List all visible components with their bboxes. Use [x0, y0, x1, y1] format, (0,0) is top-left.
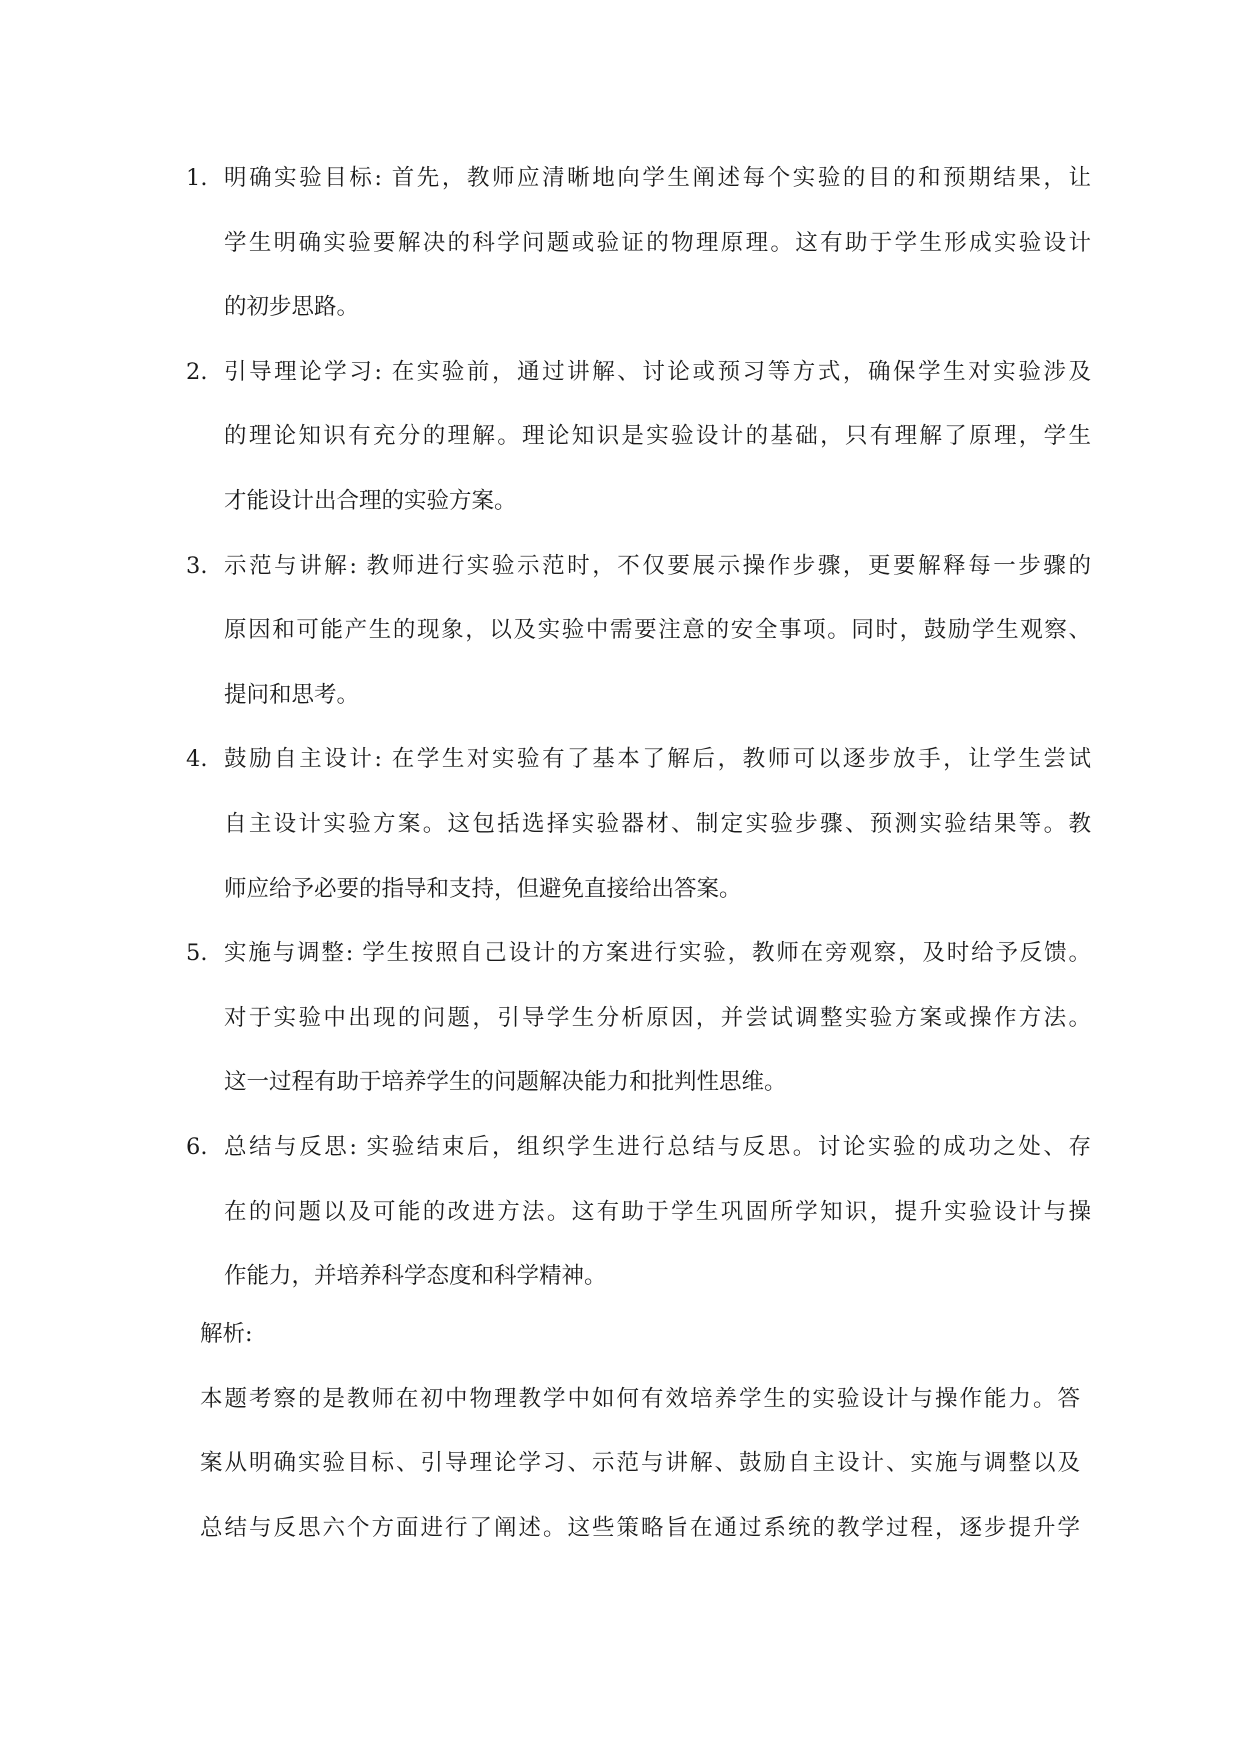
list-item-number: 2. [186, 358, 208, 385]
list-item-line: 原因和可能产生的现象，以及实验中需要注意的安全事项。同时，鼓励学生观察、 [224, 617, 1091, 644]
list-item-number: 1. [186, 165, 208, 191]
list-item-line: 学生明确实验要解决的科学问题或验证的物理原理。这有助于学生形成实验设计 [224, 229, 1091, 256]
list-item [186, 340, 1091, 534]
list-item-number: 4. [186, 746, 208, 773]
list-item [186, 921, 1091, 1115]
list-item-line: 鼓励自主设计: 在学生对实验有了基本了解后，教师可以逐步放手，让学生尝试 [224, 746, 1091, 773]
list-item-line: 明确实验目标: 首先，教师应清晰地向学生阐述每个实验的目的和预期结果，让 [224, 165, 1091, 191]
list-item-line: 总结与反思: 实验结束后，组织学生进行总结与反思。讨论实验的成功之处、存 [224, 1133, 1091, 1160]
list-item [186, 534, 1091, 728]
list-item-line: 在的问题以及可能的改进方法。这有助于学生巩固所学知识，提升实验设计与操 [224, 1198, 1091, 1225]
analysis-line: 本题考察的是教师在初中物理教学中如何有效培养学生的实验设计与操作能力。答 [200, 1385, 1080, 1412]
list-item-line: 师应给予必要的指导和支持，但避免直接给出答案。 [224, 875, 742, 902]
list-item-line: 引导理论学习: 在实验前，通过讲解、讨论或预习等方式，确保学生对实验涉及 [224, 358, 1091, 385]
analysis-line: 案从明确实验目标、引导理论学习、示范与讲解、鼓励自主设计、实施与调整以及 [200, 1450, 1080, 1477]
analysis-section [200, 1302, 1080, 1560]
list-item-line: 才能设计出合理的实验方案。 [224, 487, 517, 514]
list-item-line: 自主设计实验方案。这包括选择实验器材、制定实验步骤、预测实验结果等。教 [224, 810, 1091, 837]
list-item-number: 6. [186, 1133, 208, 1160]
list-item-line: 的理论知识有充分的理解。理论知识是实验设计的基础，只有理解了原理，学生 [224, 423, 1091, 450]
list-item-line: 示范与讲解: 教师进行实验示范时，不仅要展示操作步骤，更要解释每一步骤的 [224, 552, 1091, 579]
list-item-line: 的初步思路。 [224, 294, 360, 321]
list-item-line: 作能力，并培养科学态度和科学精神。 [224, 1263, 607, 1290]
analysis-line: 总结与反思六个方面进行了阐述。这些策略旨在通过系统的教学过程，逐步提升学 [200, 1514, 1080, 1541]
list-item-line: 实施与调整: 学生按照自己设计的方案进行实验，教师在旁观察，及时给予反馈。 [224, 940, 1091, 967]
list-item-number: 5. [186, 940, 208, 967]
list-item-line: 这一过程有助于培养学生的问题解决能力和批判性思维。 [224, 1069, 787, 1096]
list-item [186, 1115, 1091, 1309]
list-item-line: 对于实验中出现的问题，引导学生分析原因，并尝试调整实验方案或操作方法。 [224, 1004, 1091, 1031]
list-item [186, 727, 1091, 921]
list-item [186, 146, 1091, 340]
numbered-list [186, 146, 1091, 1309]
list-item-line: 提问和思考。 [224, 681, 360, 708]
list-item-number: 3. [186, 552, 208, 579]
analysis-label: 解析: [200, 1321, 253, 1347]
